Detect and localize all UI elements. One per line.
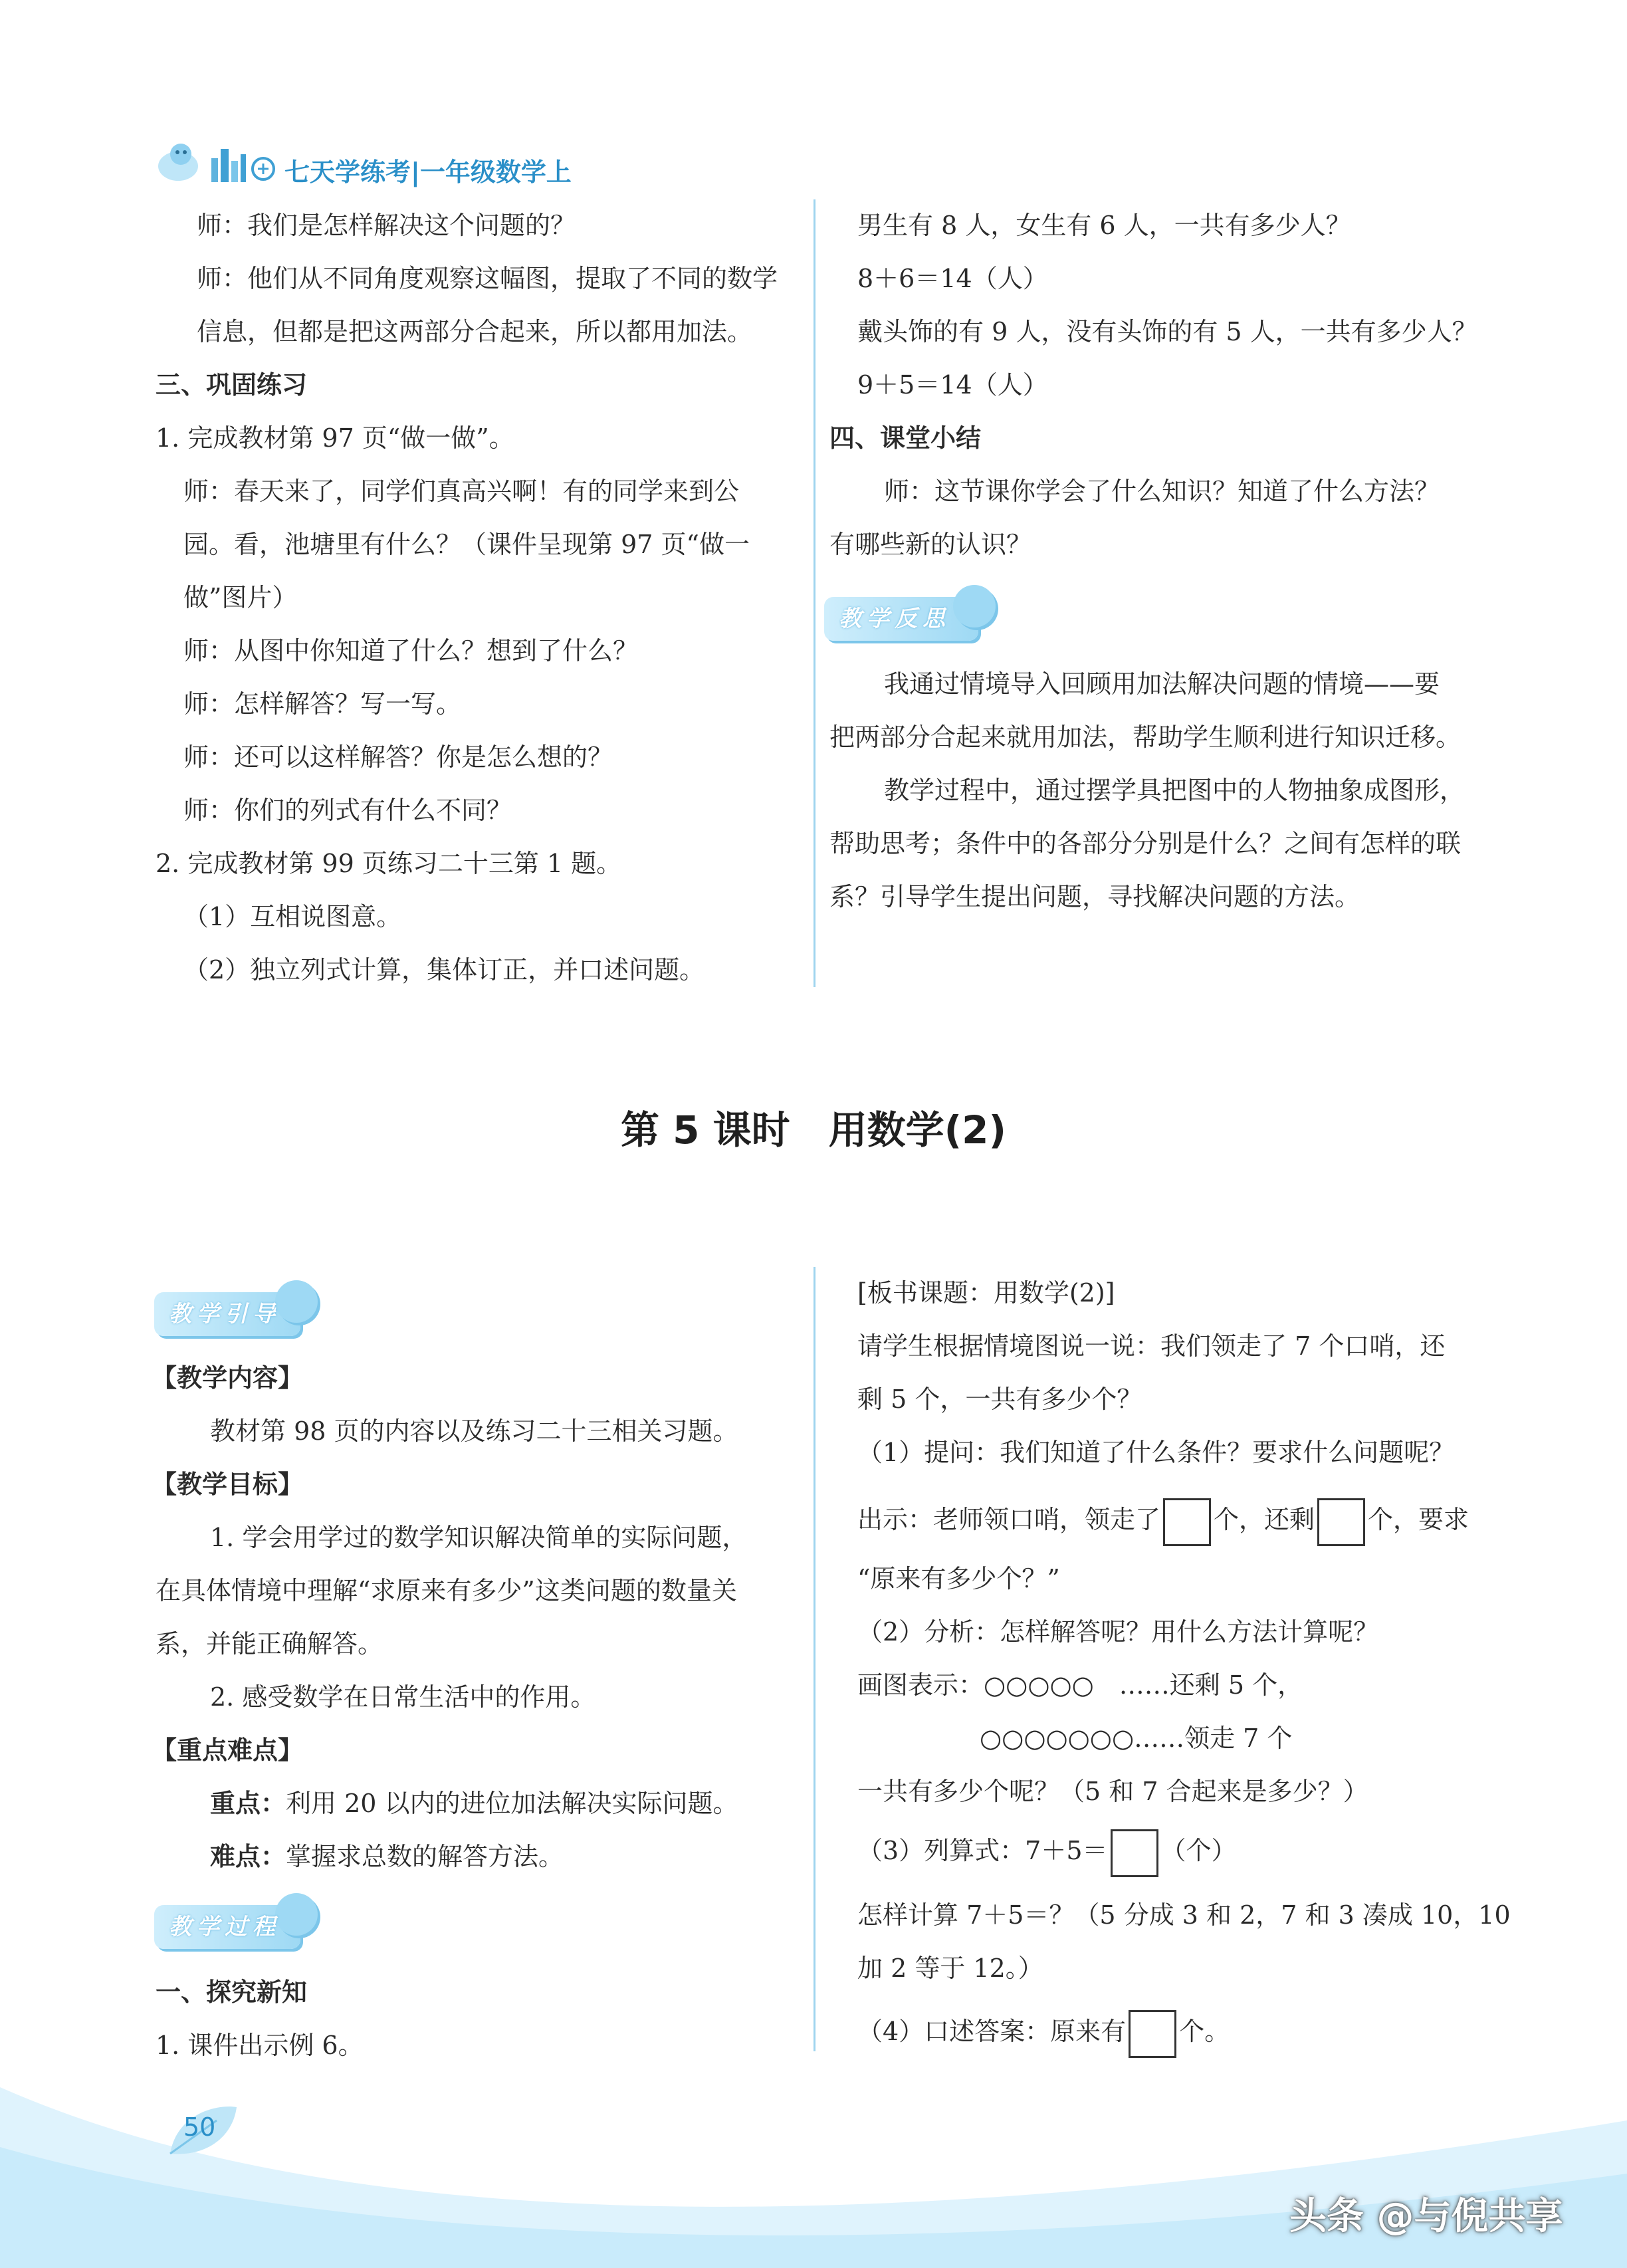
text-line: 师：我们是怎样解决这个问题的？ — [197, 211, 576, 240]
header — [152, 134, 670, 187]
answer-box-total[interactable] — [1129, 2010, 1176, 2058]
text-line: “原来有多少个？” — [857, 1564, 1060, 1593]
drawing-line: 画图表示：○○○○○ ……还剩 5 个， — [857, 1670, 1303, 1700]
text-line: 2. 完成教材第 99 页练习二十三第 1 题。 — [156, 849, 622, 878]
text-line: 怎样计算 7＋5＝？（5 分成 3 和 2，7 和 3 凑成 10，10 — [857, 1900, 1511, 1930]
text-line: 一共有多少个呢？（5 和 7 合起来是多少？） — [857, 1777, 1368, 1806]
text-line: （2）分析：怎样解答呢？用什么方法计算呢？ — [857, 1617, 1379, 1646]
text-line: 师：他们从不同角度观察这幅图，提取了不同的数学 — [197, 264, 778, 293]
text-line: 男生有 8 人，女生有 6 人，一共有多少人？ — [857, 211, 1351, 240]
section-title: 三、巩固练习 — [156, 370, 308, 399]
text-line: （2）独立列式计算，集体订正，并口述问题。 — [183, 955, 705, 984]
column-divider-bottom — [814, 1267, 815, 2051]
text-line: 信息，但都是把这两部分合起来，所以都用加法。 — [197, 317, 753, 346]
show-line: 出示：老师领口哨，领走了 个，还剩 个，要求 — [857, 1496, 1469, 1546]
text-line: （1）提问：我们知道了什么条件？要求什么问题呢？ — [857, 1438, 1455, 1467]
drawing-line: ○○○○○○○……领走 7 个 — [980, 1724, 1293, 1753]
intro-badge: 教学引导 — [154, 1292, 300, 1336]
header-title: 七天学练考|一年级数学上 — [284, 158, 572, 187]
column-divider-top — [814, 199, 815, 987]
text-line: 园。看，池塘里有什么？（课件呈现第 97 页“做一 — [183, 530, 750, 559]
cloud-icon — [275, 1280, 318, 1323]
reflection-badge: 教学反思 — [824, 597, 978, 641]
text-line: 1. 学会用学过的数学知识解决简单的实际问题， — [210, 1523, 748, 1552]
text-line: 做”图片） — [183, 583, 298, 612]
text-line: 请学生根据情境图说一说：我们领走了 7 个口哨，还 — [857, 1331, 1446, 1361]
text-line: （1）互相说图意。 — [183, 902, 402, 931]
key-text: 利用 20 以内的进位加法解决实际问题。 — [286, 1789, 738, 1818]
text-line: 师：怎样解答？写一写。 — [183, 689, 462, 719]
text-line: 在具体情境中理解“求原来有多少”这类问题的数量关 — [156, 1576, 737, 1605]
answer-box-sum[interactable] — [1111, 1829, 1158, 1877]
key-title: 【重点难点】 — [152, 1736, 304, 1765]
hard-text: 掌握求总数的解答方法。 — [286, 1842, 564, 1871]
text-line: 系？引导学生提出问题，寻找解决问题的方法。 — [829, 882, 1360, 911]
section-title: 四、课堂小结 — [829, 423, 982, 453]
text-line: 1. 完成教材第 97 页“做一做”。 — [156, 423, 514, 453]
text-line: 师：还可以这样解答？你是怎么想的？ — [183, 742, 613, 772]
mascot-city-logo-icon — [152, 134, 284, 187]
section-title: 一、探究新知 — [156, 1978, 308, 2007]
text-line: 8＋6＝14（人） — [857, 264, 1048, 293]
process-badge: 教学过程 — [154, 1905, 300, 1949]
board-title: [板书课题：用数学(2)] — [857, 1278, 1115, 1307]
answer-box-left[interactable] — [1317, 1498, 1365, 1546]
text-line: 教学过程中，通过摆学具把图中的人物抽象成图形， — [884, 776, 1465, 805]
goals-title: 【教学目标】 — [152, 1470, 304, 1499]
text-line: 我通过情境导入回顾用加法解决问题的情境——要 — [884, 669, 1440, 699]
answer-line: （4）口述答案：原来有 个。 — [857, 2007, 1230, 2058]
text-line: 加 2 等于 12。） — [857, 1954, 1043, 1983]
hard-label: 难点： — [210, 1842, 286, 1871]
text-line: 剩 5 个，一共有多少个？ — [857, 1385, 1142, 1414]
hard-line — [210, 1840, 564, 1873]
text-line: 戴头饰的有 9 人，没有头饰的有 5 人，一共有多少人？ — [857, 317, 1477, 346]
answer-box-taken[interactable] — [1163, 1498, 1211, 1546]
equation-line: （3）列算式：7＋5＝ （个） — [857, 1827, 1237, 1877]
content-title: 【教学内容】 — [152, 1363, 304, 1393]
key-line — [210, 1787, 738, 1820]
text-line: 2. 感受数学在日常生活中的作用。 — [210, 1682, 596, 1712]
page-number: 50 — [183, 2112, 216, 2142]
text-line: 教材第 98 页的内容以及练习二十三相关习题。 — [210, 1417, 738, 1446]
key-label: 重点： — [210, 1789, 286, 1818]
cloud-icon — [953, 585, 996, 627]
cloud-icon — [275, 1893, 318, 1936]
text-line: 师：春天来了，同学们真高兴啊！有的同学来到公 — [183, 477, 740, 506]
text-line: 1. 课件出示例 6。 — [156, 2031, 364, 2060]
text-line: 帮助思考；条件中的各部分分别是什么？之间有怎样的联 — [829, 829, 1462, 858]
text-line: 把两部分合起来就用加法，帮助学生顺利进行知识迁移。 — [829, 723, 1462, 752]
text-line: 师：从图中你知道了什么？想到了什么？ — [183, 636, 639, 665]
text-line: 有哪些新的认识？ — [829, 530, 1032, 559]
text-line: 师：你们的列式有什么不同？ — [183, 796, 512, 825]
watermark: 头条 @与倪共享 — [1289, 2195, 1563, 2238]
text-line: 系，并能正确解答。 — [156, 1629, 383, 1658]
lesson-title: 第 5 课时 用数学(2) — [620, 1107, 1007, 1153]
text-line: 9＋5＝14（人） — [857, 370, 1048, 399]
text-line: 师：这节课你学会了什么知识？知道了什么方法？ — [884, 477, 1440, 506]
